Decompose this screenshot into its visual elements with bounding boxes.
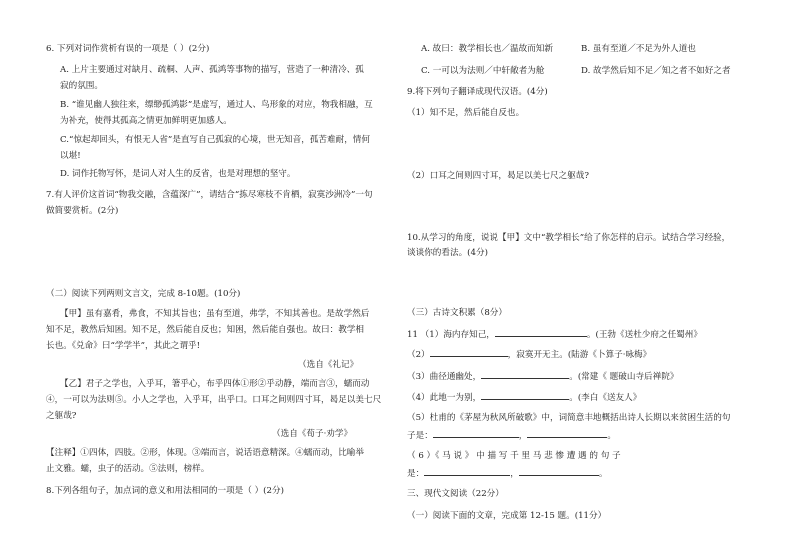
passage-jia-line2: 知不足，教然后知困。知不足，然后能自反也；知困，然后能自强也。故曰：教学相 xyxy=(46,325,364,335)
comma: ， xyxy=(518,431,528,441)
q11-item-4 xyxy=(407,390,641,405)
q8-option-a: A. 故曰：教学相长也／温故而知新 xyxy=(421,44,553,54)
q6-option-c-line1: C.“惊起却回头，有恨无人省”是直写自己孤寂的心境，世无知音，孤苦难耐，情何 xyxy=(60,135,370,145)
passage-yi-line2: ④，一可以为法则⑤。小人之学也，入乎耳，出乎口。口耳之间则四寸耳，曷足以美七尺 xyxy=(46,395,382,405)
passage-yi-line1: 【乙】君子之学也，入乎耳，箸乎心，布乎四体①形②乎动静，端而言③，蠕而动 xyxy=(60,379,370,389)
q11-item-2 xyxy=(407,347,651,362)
q11-item-2-prefix: （2） xyxy=(407,350,430,360)
q11-item-3-source: 。(常建《 题破山寺后禅院》 xyxy=(569,372,679,382)
q11-item-4-source: 。(李白《送友人》 xyxy=(569,393,642,403)
q11-item-5-lead: 子是： xyxy=(407,431,433,441)
annotation-line2: 止文雅。蠕，虫子的活动。⑤法则，榜样。 xyxy=(46,464,210,474)
answer-blank[interactable] xyxy=(430,347,508,357)
q6-option-c-line2: 以堪! xyxy=(60,151,81,161)
passage-jia-line3: 长也。《兑命》曰“学学半”，其此之谓乎! xyxy=(46,341,201,351)
q11-item-4-prefix: （4）此地一为别， xyxy=(407,393,482,403)
section2-heading: （二）阅读下列两则文言文，完成 8-10题。(10分) xyxy=(46,289,241,299)
q6-option-b-line2: 为补充，使得其孤高之情更加鲜明更加感人。 xyxy=(60,116,232,126)
q9-sentence-2: （2）口耳之间则四寸耳，曷足以美七尺之躯哉? xyxy=(407,171,589,181)
comma: ， xyxy=(510,469,519,479)
q11-item-6-line2 xyxy=(407,466,607,481)
q6-stem: 6. 下列对词作赏析有误的一项是（ ）(2分) xyxy=(46,44,210,54)
q9-stem: 9.将下列句子翻译成现代汉语。(4分) xyxy=(407,87,548,97)
period: 。 xyxy=(607,431,617,441)
passage-yi-line3: 之躯哉? xyxy=(46,411,77,421)
q6-option-d: D. 词作托物写怀，是词人对人生的反省，也是对理想的坚守。 xyxy=(60,169,296,179)
q11-item-5-line2 xyxy=(407,428,616,443)
answer-blank[interactable] xyxy=(424,466,510,476)
q11-item-1-source: 。(王勃《送杜少府之任蜀州》 xyxy=(586,330,702,340)
passage-jia-source: （选自《礼记》 xyxy=(298,360,359,370)
q8-option-b: B. 虽有至道／不足为外人道也 xyxy=(581,44,696,54)
part3-heading: 三、现代文阅读（22分） xyxy=(407,489,504,499)
q8-option-c: C. 一可以为法则／中轩敞者为舱 xyxy=(421,66,545,76)
passage-yi-source: （选自《荀子·劝学》 xyxy=(272,429,353,439)
passage-jia-line1: 【甲】虽有嘉肴，弗食，不知其旨也；虽有至道，弗学，不知其善也。是故学然后 xyxy=(60,309,370,319)
q11-item-1-prefix: 11 （1）海内存知己， xyxy=(407,330,495,340)
q6-option-b-line1: B. “谁见幽人独往来，缥缈孤鸿影”是虚写，通过人、鸟形象的对应，物我相融，互 xyxy=(60,100,373,110)
answer-blank[interactable] xyxy=(481,390,569,400)
q8-option-d: D. 故学然后知不足／知之者不如好之者 xyxy=(581,66,731,76)
part3-subheading: （一）阅读下面的文章，完成第 12-15 题。(11分） xyxy=(407,511,607,521)
q10-line1: 10.从学习的角度，说说【甲】文中“教学相长”给了你怎样的启示。试结合学习经验， xyxy=(407,233,731,243)
q11-item-3 xyxy=(407,369,678,384)
answer-blank[interactable] xyxy=(527,428,607,438)
period: 。 xyxy=(598,469,608,479)
answer-blank[interactable] xyxy=(519,466,599,476)
q11-item-1 xyxy=(407,327,702,342)
q6-option-a-line2: 寂的氛围。 xyxy=(60,81,103,91)
q9-sentence-1: （1）知不足，然后能自反也。 xyxy=(407,108,525,118)
q10-line2: 谈谈你的看法。(4分) xyxy=(407,248,488,258)
q8-stem: 8.下列各组句子，加点词的意义和用法相同的一项是（ ）(2分) xyxy=(46,486,284,496)
answer-blank[interactable] xyxy=(495,327,587,337)
section3-heading: （三）古诗文积累（8分） xyxy=(407,308,507,318)
q7-line2: 做简要赏析。(2分) xyxy=(46,206,119,216)
q6-option-a-line1: A. 上片主要通过对缺月、疏桐、人声、孤鸿等事物的描写，营造了一种清冷、孤 xyxy=(60,65,364,75)
answer-blank[interactable] xyxy=(433,428,519,438)
q11-item-6-lead: 是： xyxy=(407,469,425,479)
q11-item-6-line1: （ 6 ）《 马 说 》 中 描 写 千 里 马 悲 惨 遭 遇 的 句 子 xyxy=(407,451,621,461)
answer-blank[interactable] xyxy=(481,369,569,379)
q11-item-3-prefix: （3）曲径通幽处， xyxy=(407,372,482,382)
annotation-line1: 【注释】①四体，四肢。②形，体现。③端而言，说话语意精深。④蠕而动，比喻举 xyxy=(46,448,364,458)
q7-line1: 7.有人评价这首词“物我交融，含蕴深广”，请结合“拣尽寒枝不肯栖，寂寞沙洲冷”一句 xyxy=(46,190,373,200)
q11-item-2-source: ，寂寞开无主。(陆游《卜算子·咏梅》 xyxy=(507,350,652,360)
q11-item-5-line1: （5）杜甫的《茅屋为秋风所破歌》中，词简意丰地概括出诗人长期以来贫困生活的句 xyxy=(407,413,731,423)
